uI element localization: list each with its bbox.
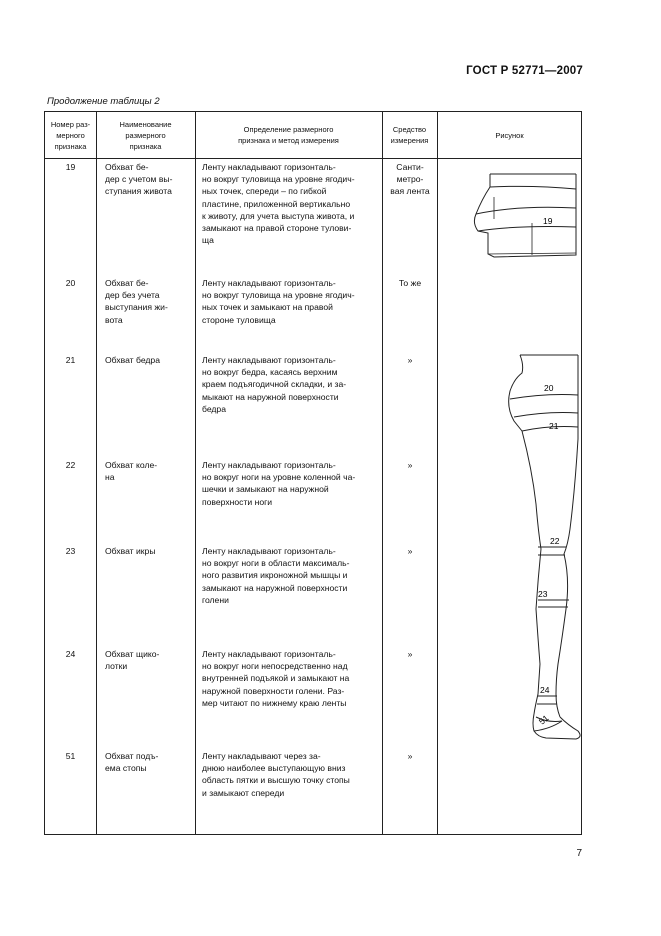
figure-column [438, 159, 582, 835]
header-number: Номер раз- мерного признака [50, 119, 91, 151]
column-divider [195, 112, 196, 834]
row-name: Обхват подъ- ема стопы [105, 751, 159, 774]
row-name: Обхват коле- на [105, 460, 158, 483]
row-name: Обхват бедра [105, 355, 160, 365]
column-divider [382, 112, 383, 834]
label-20: 20 [544, 383, 554, 393]
measurement-figures [438, 159, 582, 835]
row-tool: » [407, 460, 413, 470]
row-number: 19 [65, 162, 76, 172]
row-definition: Ленту накладывают горизонталь- но вокруг ноги на уровне коленной ча- шечки и замыкают на наружной поверхности ноги [202, 460, 356, 507]
row-tool: » [407, 546, 413, 556]
row-definition: Ленту накладывают горизонталь- но вокруг бедра, касаясь верхним краем подъягодичной складки, и за- мыкают на наружной поверхности бедра [202, 355, 347, 414]
row-name: Обхват щико- лотки [105, 649, 160, 672]
row-tool: » [407, 355, 413, 365]
row-name: Обхват бе- дер без учета выступания жи- вота [105, 278, 168, 325]
header-name: Наименование размерного признака [119, 119, 172, 151]
column-divider [96, 112, 97, 834]
row-number: 24 [65, 649, 76, 659]
row-number: 22 [65, 460, 76, 470]
row-name: Обхват бе- дер с учетом вы- ступания живота [105, 162, 173, 197]
row-tool: » [407, 649, 413, 659]
page-number: 7 [576, 848, 582, 859]
row-number: 23 [65, 546, 76, 556]
row-name: Обхват икры [105, 546, 156, 556]
measurement-table [44, 111, 582, 835]
row-definition: Ленту накладывают через за- днюю наиболее выступающую вниз область пятки и высшую точку стопы и замыкают спереди [202, 751, 350, 798]
label-51: 51 [536, 712, 551, 727]
row-number: 20 [65, 278, 76, 288]
row-tool: Санти- метро- вая лента [390, 162, 430, 197]
row-number: 21 [65, 355, 76, 365]
hips-figure [474, 174, 576, 257]
header-definition: Определение размерного признака и метод измерения [238, 125, 339, 145]
label-24: 24 [540, 685, 550, 695]
label-19: 19 [543, 216, 553, 226]
header-figure: Рисунок [495, 130, 524, 140]
row-tool: » [407, 751, 413, 761]
row-definition: Ленту накладывают горизонталь- но вокруг туловища на уровне ягодич- ных точек, спереди – по гибкой пластине, приложенной вертикально к животу, для учета выступа живота, и замыкают на правой стороне тулови- ща [202, 162, 355, 246]
label-23: 23 [538, 589, 548, 599]
row-tool: То же [398, 278, 422, 288]
label-21: 21 [549, 421, 559, 431]
row-number: 51 [65, 751, 76, 761]
row-definition: Ленту накладывают горизонталь- но вокруг ноги непосредственно над внутренней подъякой и замыкают на наружной поверхности голени. Раз- мер читают по нижнему краю ленты [202, 649, 350, 708]
document-code: ГОСТ Р 52771—2007 [466, 65, 583, 77]
leg-figure [509, 355, 580, 739]
header-tool: Средство измерения [390, 125, 429, 145]
row-definition: Ленту накладывают горизонталь- но вокруг ноги в области максималь- ного развития икроножной мышцы и замыкают на наружной поверхности голени [202, 546, 350, 605]
label-22: 22 [550, 536, 560, 546]
table-caption: Продолжение таблицы 2 [47, 96, 160, 107]
row-definition: Ленту накладывают горизонталь- но вокруг туловища на уровне ягодич- ных точек и замыкают на правой стороне туловища [202, 278, 355, 325]
